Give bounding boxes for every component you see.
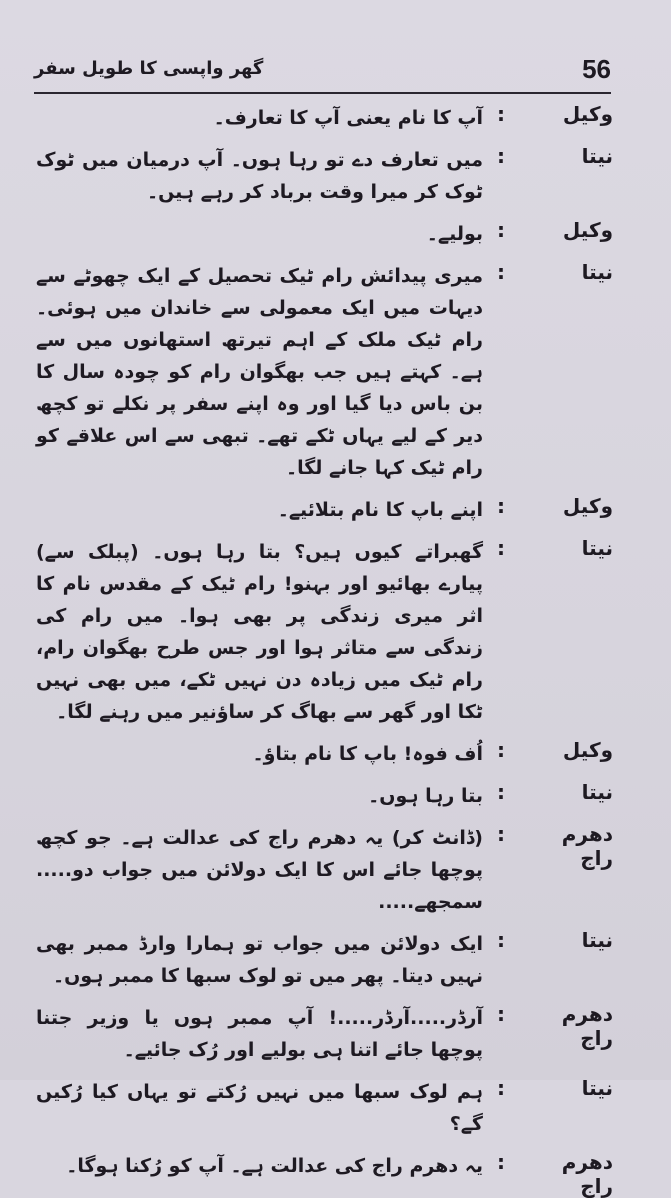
speaker-name: دھرم راج	[561, 1150, 613, 1198]
speech-text: میری پیدائش رام ٹیک تحصیل کے ایک چھوٹے سے دیہات میں ایک معمولی سے خاندان میں ہوئی۔ رام ٹیک ملک کے اہم تیرتھ استھانوں میں سے ہے۔ کہتے ہیں جب بھگوان رام کو چودہ سال کا بن باس دیا گیا اور وہ اپنے سفر پر نکلے تو کچھ دیر کے لیے یہاں ٹکے تھے۔ تبھی سے اس علاقے کو رام ٹیک کہا جانے لگا۔	[36, 265, 483, 479]
dialogue-entry	[36, 738, 613, 770]
colon-mark: :	[497, 738, 505, 762]
dialogue-entry	[36, 780, 613, 812]
dialogue-entry	[36, 536, 613, 728]
speaker-name: وکیل	[562, 218, 613, 242]
colon-mark: :	[497, 928, 505, 952]
speech-text: اپنے باپ کا نام بتلائیے۔	[277, 499, 483, 521]
colon-mark: :	[497, 780, 505, 804]
speaker-name: نیتا	[581, 1076, 613, 1100]
speaker-name: وکیل	[562, 102, 613, 126]
colon-mark: :	[497, 144, 505, 168]
colon-mark: :	[497, 536, 505, 560]
colon-mark: :	[497, 1150, 505, 1174]
colon-mark: :	[497, 218, 505, 242]
speech-text: ایک دولائن میں جواب تو ہمارا وارڈ ممبر بھی نہیں دیتا۔ پھر میں تو لوک سبھا کا ممبر ہوں۔	[36, 933, 483, 987]
speaker-name: وکیل	[562, 494, 613, 518]
speech-text: گھبراتے کیوں ہیں؟ بتا رہا ہوں۔ (پبلک سے) پیارے بھائیو اور بہنو! رام ٹیک کے مقدس نام کا اثر میری زندگی پر بھی ہوا۔ میں رام کی زندگی سے متاثر ہوا اور جس طرح بھگوان رام، رام ٹیک میں زیادہ دن نہیں ٹکے، میں بھی نہیں ٹکا اور گھر سے بھاگ کر ساؤنیر میں رہنے لگا۔	[36, 541, 483, 723]
page-number: 56	[582, 54, 611, 84]
colon-mark: :	[497, 1002, 505, 1026]
speech-text: (ڈانٹ کر) یہ دھرم راج کی عدالت ہے۔ جو کچھ پوچھا جائے اس کا ایک دولائن میں جواب دو..... سمجھے.....	[36, 827, 483, 913]
speaker-name: نیتا	[581, 536, 613, 560]
speech-text: بولیے۔	[426, 223, 483, 245]
speech-text: آپ کا نام یعنی آپ کا تعارف۔	[213, 107, 483, 129]
page-header	[34, 52, 611, 94]
dialogue-entry	[36, 1002, 613, 1066]
speaker-name: نیتا	[581, 260, 613, 284]
speaker-name: نیتا	[581, 144, 613, 168]
speech-text: آرڈر.....آرڈر.....! آپ ممبر ہوں یا وزیر جتنا پوچھا جائے اتنا ہی بولیے اور رُک جائیے۔	[36, 1007, 483, 1061]
colon-mark: :	[497, 494, 505, 518]
dialogue-entry	[36, 102, 613, 134]
speech-text: بتا رہا ہوں۔	[368, 785, 483, 807]
dialogue-entry	[36, 144, 613, 208]
speaker-name: دھرم راج	[561, 822, 613, 870]
dialogue-entry	[36, 1076, 613, 1140]
colon-mark: :	[497, 102, 505, 126]
speech-text: اُف فوہ! باپ کا نام بتاؤ۔	[252, 743, 483, 765]
speech-text: ہم لوک سبھا میں نہیں رُکتے تو یہاں کیا رُکیں گے؟	[36, 1081, 483, 1135]
speaker-name: نیتا	[581, 780, 613, 804]
speaker-name: وکیل	[562, 738, 613, 762]
dialogue-entry	[36, 1150, 613, 1198]
dialogue-block	[36, 102, 613, 1198]
dialogue-entry	[36, 218, 613, 250]
running-title: گھر واپسی کا طویل سفر	[34, 58, 264, 79]
speech-text: یہ دھرم راج کی عدالت ہے۔ آپ کو رُکنا ہوگا۔	[66, 1155, 483, 1177]
dialogue-entry	[36, 822, 613, 918]
speaker-name: دھرم راج	[561, 1002, 613, 1050]
dialogue-entry	[36, 494, 613, 526]
colon-mark: :	[497, 1076, 505, 1100]
colon-mark: :	[497, 822, 505, 846]
colon-mark: :	[497, 260, 505, 284]
dialogue-entry	[36, 260, 613, 484]
speech-text: میں تعارف دے تو رہا ہوں۔ آپ درمیان میں ٹوک ٹوک کر میرا وقت برباد کر رہے ہیں۔	[36, 149, 483, 203]
dialogue-entry	[36, 928, 613, 992]
speaker-name: نیتا	[581, 928, 613, 952]
